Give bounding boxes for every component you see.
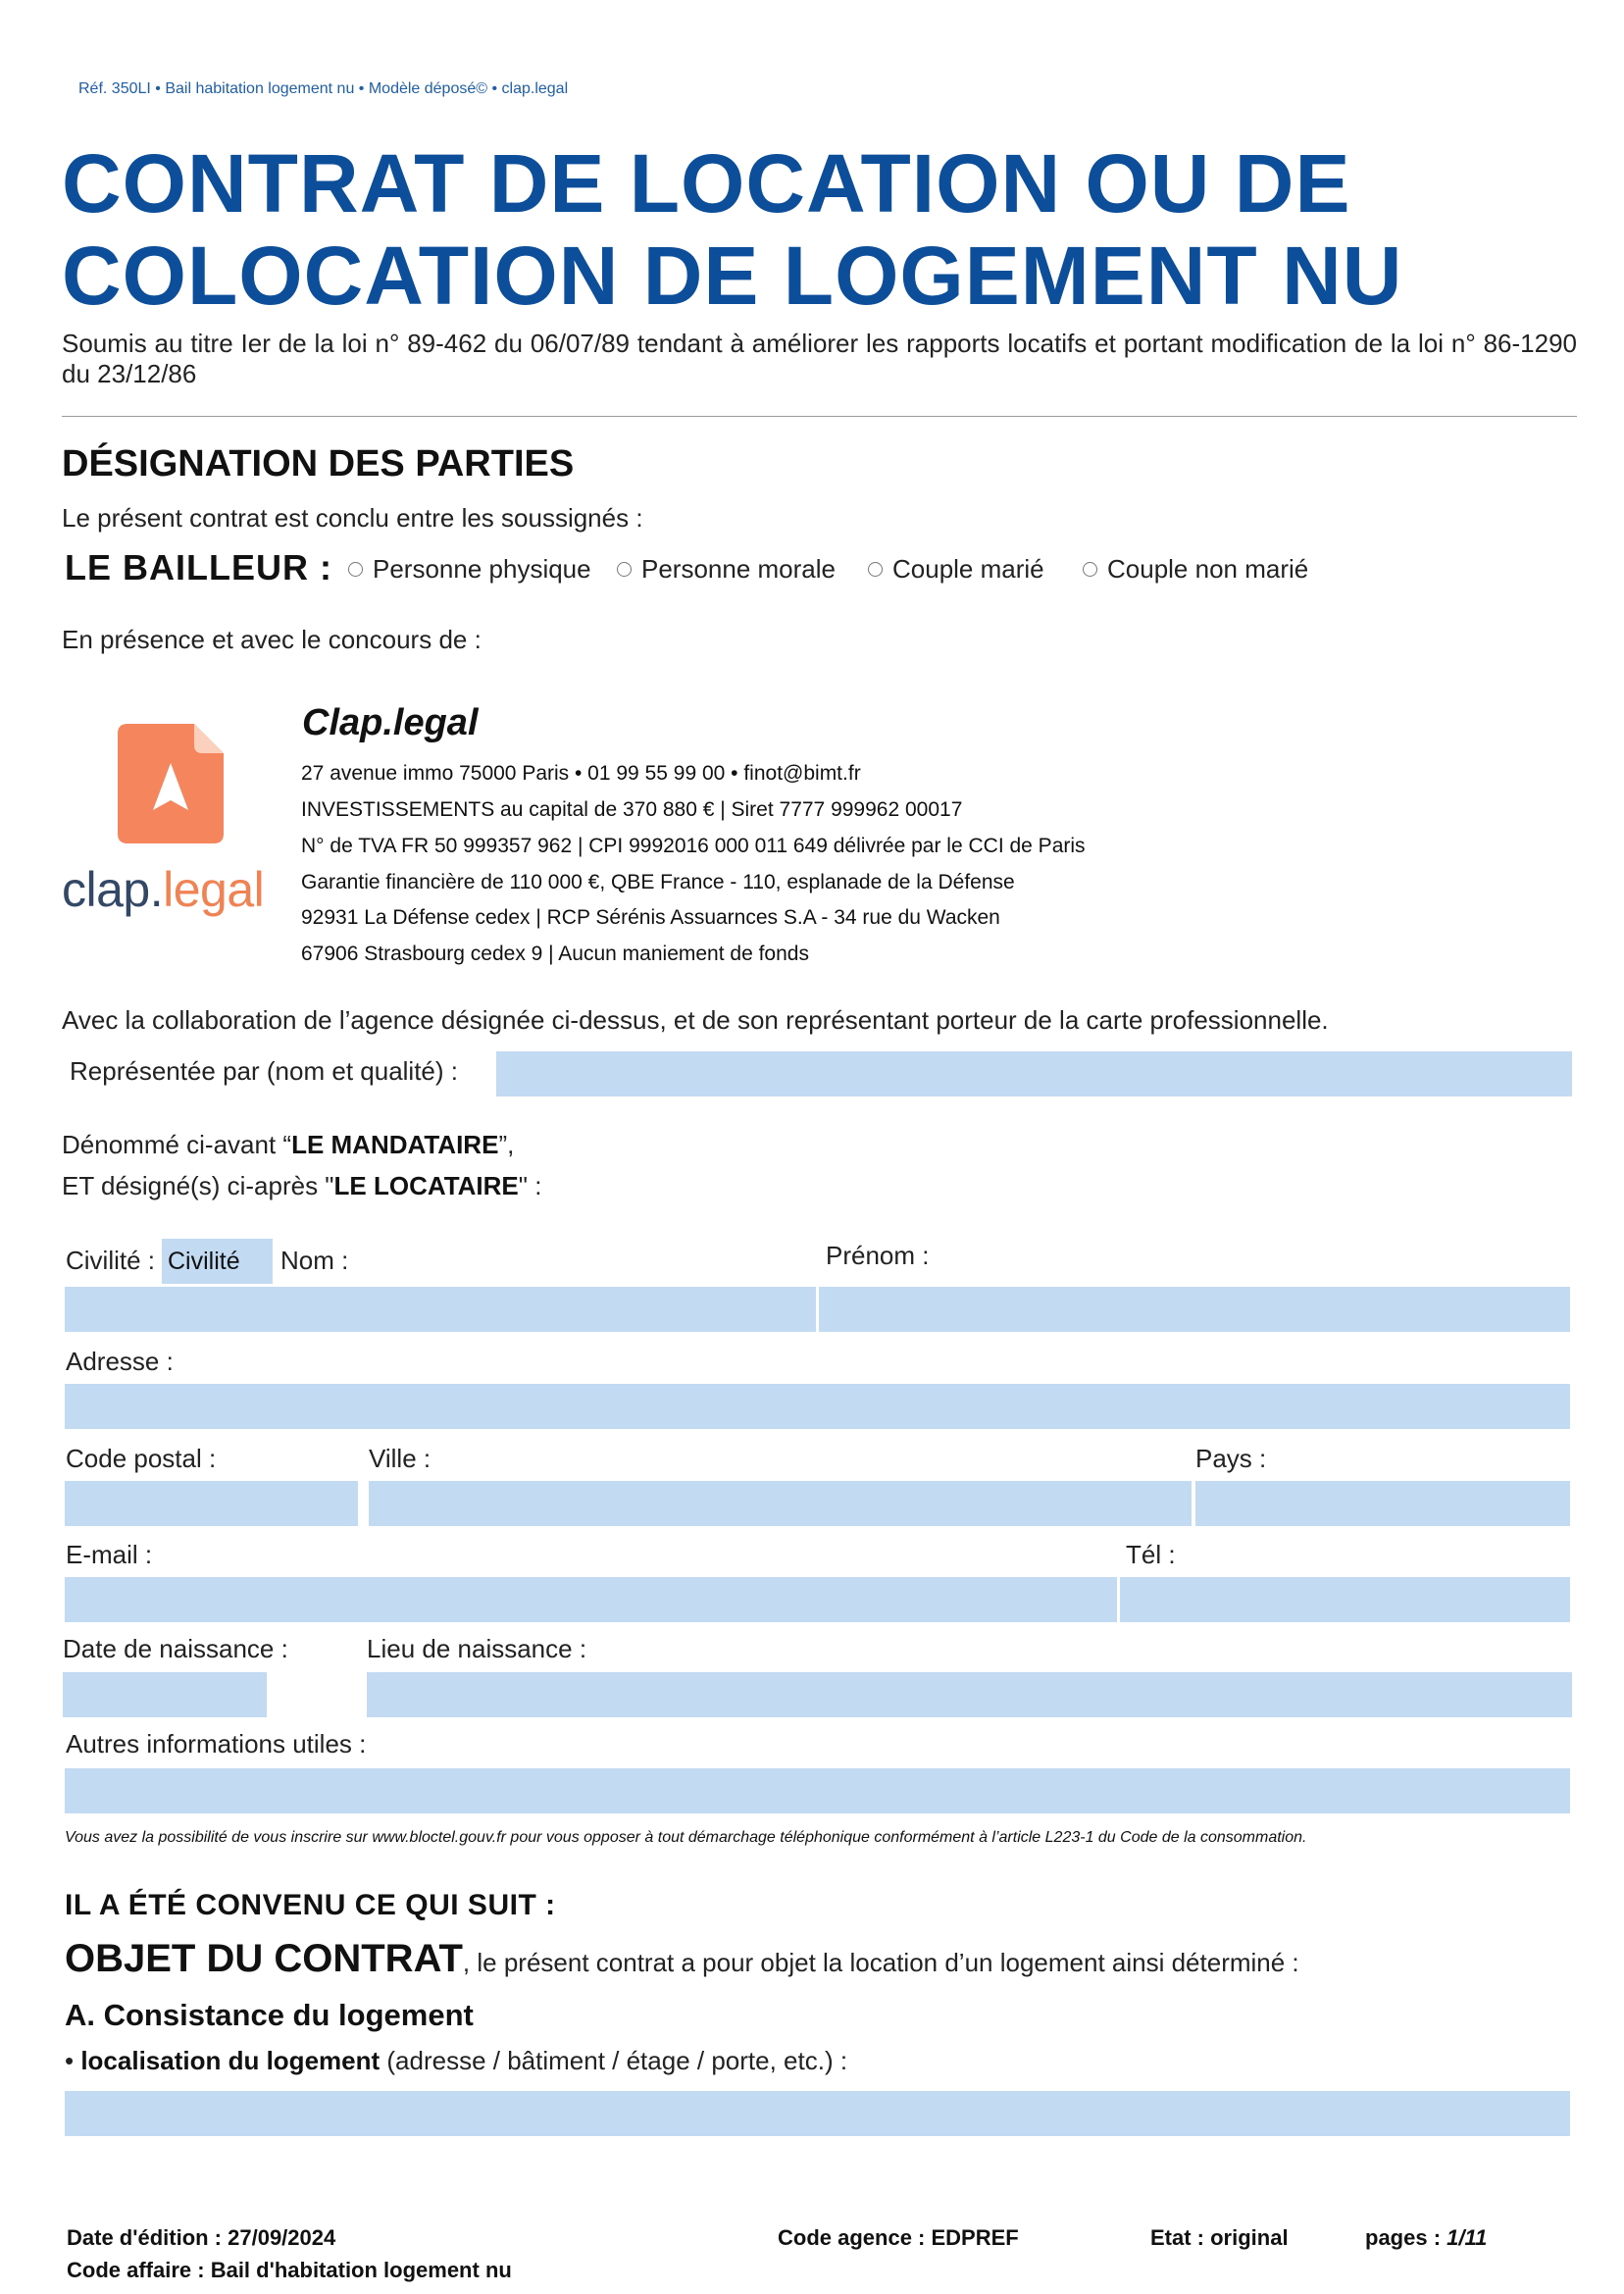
adresse-label: Adresse : (66, 1347, 174, 1376)
autres-infos-field[interactable] (65, 1768, 1570, 1813)
radio-label: Couple marié (892, 554, 1044, 584)
parties-intro: Le présent contrat est conclu entre les soussignés : (62, 503, 643, 533)
document-title (62, 137, 1572, 322)
localisation-field[interactable] (65, 2091, 1570, 2136)
lieu-naissance-label: Lieu de naissance : (367, 1634, 587, 1663)
collaboration-text: Avec la collaboration de l’agence désignée ci-dessus, et de son représentant porteur de la carte professionnelle. (62, 1005, 1329, 1035)
title-line-2: COLOCATION DE LOGEMENT NU (62, 229, 1403, 322)
radio-circle-icon[interactable] (1083, 562, 1097, 577)
agency-line: 27 avenue immo 75000 Paris • 01 99 55 99 00 • finot@bimt.fr (301, 762, 861, 785)
date-naissance-label: Date de naissance : (63, 1634, 288, 1663)
objet-text: , le présent contrat a pour objet la location d’un logement ainsi déterminé : (462, 1948, 1299, 1977)
radio-label: Personne morale (641, 554, 836, 584)
nom-label: Nom : (280, 1246, 349, 1275)
convenu-heading: IL A ÉTÉ CONVENU CE QUI SUIT : (65, 1889, 556, 1921)
radio-label: Couple non marié (1107, 554, 1309, 584)
represented-by-label: Représentée par (nom et qualité) : (70, 1056, 458, 1086)
document-reference: Réf. 350LI • Bail habitation logement nu • Modèle déposé© • clap.legal (78, 80, 569, 97)
footer-code-agence: Code agence : EDPREF (778, 2225, 1019, 2250)
radio-couple-marie[interactable] (868, 554, 1044, 585)
locataire-bold: LE LOCATAIRE (333, 1171, 519, 1200)
agency-line: INVESTISSEMENTS au capital de 370 880 € | Siret 7777 999962 00017 (301, 798, 963, 821)
code-postal-label: Code postal : (66, 1444, 217, 1473)
civilite-select[interactable]: Civilité (162, 1239, 273, 1284)
bloctel-notice: Vous avez la possibilité de vous inscrire sur www.bloctel.gouv.fr pour vous opposer à tout démarchage téléphonique conformément à l’article L223-1 du Code de la consommation. (65, 1829, 1307, 1846)
objet-heading: OBJET DU CONTRAT (65, 1937, 463, 1980)
title-line-1: CONTRAT DE LOCATION OU DE (62, 137, 1351, 229)
localisation-bold: localisation du logement (80, 2046, 381, 2075)
consistance-heading: A. Consistance du logement (65, 1998, 474, 2032)
presence-text: En présence et avec le concours de : (62, 625, 482, 654)
agency-line: N° de TVA FR 50 999357 962 | CPI 9992016 000 011 649 délivrée par le CCI de Paris (301, 835, 1086, 857)
nom-field[interactable] (65, 1287, 816, 1332)
date-naissance-field[interactable] (63, 1672, 267, 1717)
agency-logo-text: clap.legal (62, 862, 265, 917)
footer-pages-value: 1/11 (1446, 2225, 1488, 2250)
mandataire-bold: LE MANDATAIRE (291, 1130, 499, 1159)
agency-line: 92931 La Défense cedex | RCP Sérénis Assuarnces S.A - 34 rue du Wacken (301, 906, 1000, 929)
footer-date: Date d'édition : 27/09/2024 (67, 2225, 336, 2250)
footer-pages: pages : 1/11 (1365, 2225, 1488, 2250)
civilite-label: Civilité : (66, 1246, 156, 1275)
mandataire-text: Dénommé ci-avant “LE MANDATAIRE”, (62, 1130, 515, 1159)
prenom-field[interactable] (819, 1287, 1570, 1332)
pays-field[interactable] (1195, 1481, 1570, 1526)
autres-infos-label: Autres informations utiles : (66, 1729, 367, 1759)
radio-circle-icon[interactable] (868, 562, 883, 577)
pays-label: Pays : (1195, 1444, 1267, 1473)
radio-circle-icon[interactable] (617, 562, 632, 577)
ville-label: Ville : (369, 1444, 431, 1473)
objet-line (65, 1937, 1299, 1981)
email-field[interactable] (65, 1577, 1117, 1622)
section-heading-parties: DÉSIGNATION DES PARTIES (62, 443, 575, 484)
footer-etat: Etat : original (1150, 2225, 1289, 2250)
agency-name: Clap.legal (302, 702, 479, 743)
represented-by-field[interactable] (496, 1051, 1572, 1096)
code-postal-field[interactable] (65, 1481, 358, 1526)
radio-circle-icon[interactable] (348, 562, 363, 577)
footer-code-affaire: Code affaire : Bail d'habitation logement nu (67, 2258, 512, 2282)
agency-line: Garantie financière de 110 000 €, QBE France - 110, esplanade de la Défense (301, 871, 1015, 893)
tel-label: Tél : (1126, 1540, 1176, 1569)
radio-personne-physique[interactable] (348, 554, 591, 585)
ville-field[interactable] (369, 1481, 1192, 1526)
header-divider (62, 416, 1577, 417)
lieu-naissance-field[interactable] (367, 1672, 1572, 1717)
adresse-field[interactable] (65, 1384, 1570, 1429)
agency-line: 67906 Strasbourg cedex 9 | Aucun maniement de fonds (301, 943, 809, 965)
radio-label: Personne physique (373, 554, 591, 584)
email-label: E-mail : (66, 1540, 153, 1569)
document-subtitle: Soumis au titre Ier de la loi n° 89-462 du 06/07/89 tendant à améliorer les rapports locatifs et portant modification de la loi n° 86-1290 du 23/12/86 (62, 329, 1577, 388)
document-logo-icon (118, 724, 224, 843)
localisation-line: • localisation du logement (adresse / bâtiment / étage / porte, etc.) : (65, 2046, 848, 2075)
bailleur-label: LE BAILLEUR : (65, 547, 332, 587)
locataire-text: ET désigné(s) ci-après "LE LOCATAIRE" : (62, 1171, 542, 1200)
radio-couple-non-marie[interactable] (1083, 554, 1308, 585)
tel-field[interactable] (1120, 1577, 1570, 1622)
prenom-label: Prénom : (826, 1241, 930, 1270)
radio-personne-morale[interactable] (617, 554, 836, 585)
